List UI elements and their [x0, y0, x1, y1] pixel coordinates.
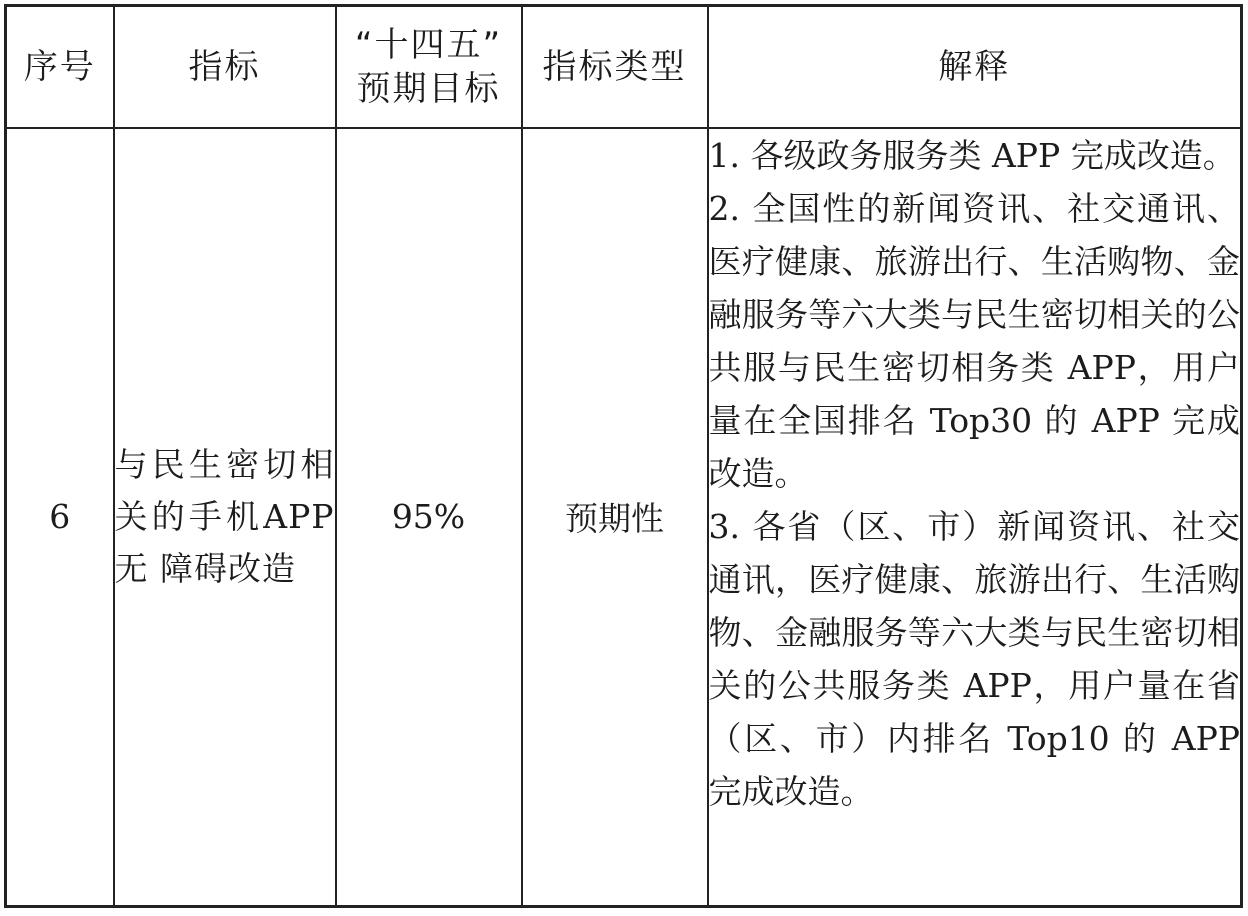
explain-item-3: 3. 各省（区、市）新闻资讯、社交通讯，医疗健康、旅游出行、生活购物、金融服务等六大类与民生密切相关的公共服务类 APP，用户量在省（区、市）内排名 Top10 的 APP 完成改造。 — [708, 506, 1240, 811]
header-seq: 序号 — [6, 6, 114, 128]
explain-item-1: 1. 各级政务服务类 APP 完成改造。 — [708, 135, 1236, 175]
cell-seq: 6 — [6, 128, 114, 907]
table-row — [6, 128, 1242, 907]
header-row — [6, 6, 1242, 128]
cell-indicator: 与民生密切相关的手机APP 无 障碍改造 — [114, 128, 336, 907]
cell-target: 95% — [336, 128, 522, 907]
header-indicator: 指标 — [114, 6, 336, 128]
explain-item-2: 2. 全国性的新闻资讯、社交通讯、医疗健康、旅游出行、生活购物、金融服务等六大类与民生密切相关的公共服与民生密切相务类 APP，用户量在全国排名 Top30 的 APP 完成改造。 — [708, 188, 1240, 493]
header-target-line2: 预期目标 — [356, 68, 501, 109]
document-page — [4, 4, 1240, 908]
cell-type: 预期性 — [522, 128, 708, 907]
cell-explain — [708, 128, 1242, 907]
header-target-line1: “十四五” — [354, 24, 503, 65]
header-explain: 解释 — [708, 6, 1242, 128]
header-target — [336, 6, 522, 128]
indicator-table — [4, 4, 1243, 908]
header-type: 指标类型 — [522, 6, 708, 128]
